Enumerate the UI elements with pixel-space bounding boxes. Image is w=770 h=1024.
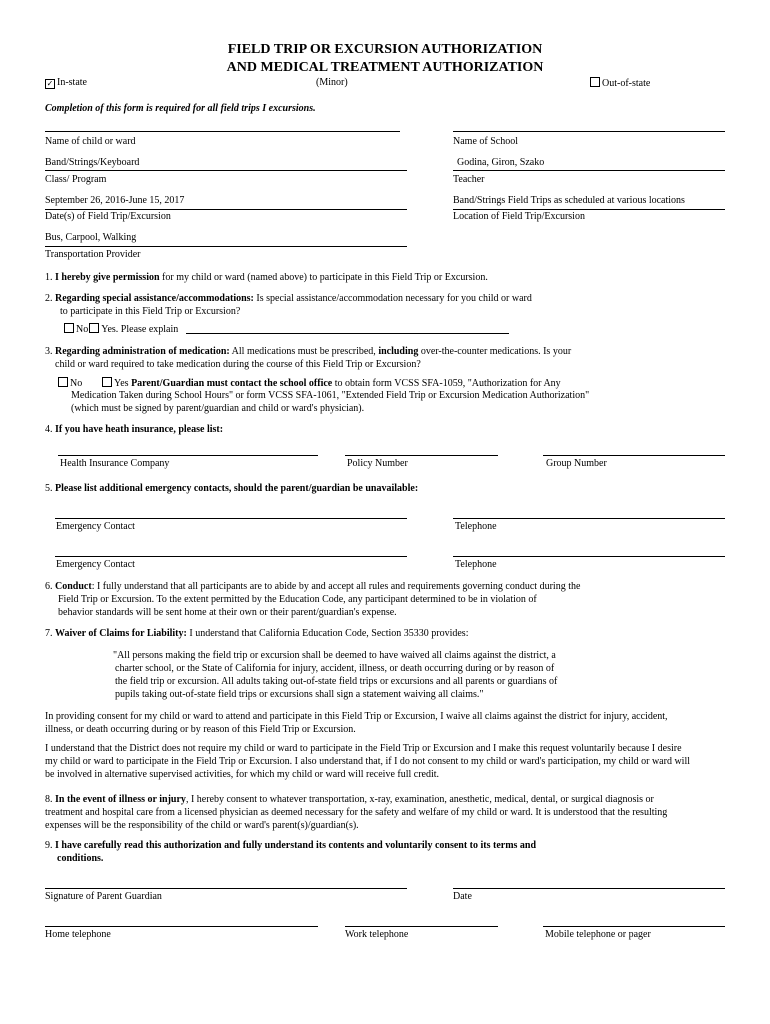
- section-8-number: 8.: [45, 794, 53, 805]
- school-name-field[interactable]: [453, 131, 725, 132]
- program-value[interactable]: Band/Strings/Keyboard: [45, 157, 140, 168]
- section-6: [45, 581, 580, 593]
- section-7-number: 7.: [45, 628, 53, 639]
- mobile-telephone-field[interactable]: [543, 926, 725, 927]
- voluntary-paragraph-line: my child or ward to participate in the Field Trip or Excursion. I also understand that, if I do not consent to my child or ward's participation, my child or ward will: [45, 756, 691, 767]
- program-label: Class/ Program: [45, 174, 107, 185]
- section-4-number: 4.: [45, 424, 53, 435]
- section-7: [45, 628, 468, 640]
- transport-field-line: [45, 246, 407, 247]
- medication-no-checkbox[interactable]: [58, 377, 68, 387]
- form-intro: Completion of this form is required for all field trips I excursions.: [45, 103, 316, 114]
- emergency-phone-1-field[interactable]: [453, 518, 725, 519]
- section-8-heading: In the event of illness or injury: [55, 794, 186, 805]
- section-6-number: 6.: [45, 581, 53, 592]
- section-2-text: Is special assistance/accommodation necessary for you child or ward: [253, 293, 532, 304]
- medication-contact-office: Parent/Guardian must contact the school office: [131, 378, 333, 389]
- insurance-company-field[interactable]: [58, 455, 318, 456]
- location-value[interactable]: Band/Strings Field Trips as scheduled at various locations: [453, 195, 685, 206]
- emergency-phone-2-label: Telephone: [455, 559, 497, 570]
- outofstate-checkbox[interactable]: [590, 77, 600, 87]
- section-4-heading: If you have heath insurance, please list:: [55, 424, 224, 435]
- dates-field-line: [45, 209, 407, 210]
- section-1-heading: I hereby give permission: [55, 272, 160, 283]
- section-1-number: 1.: [45, 272, 53, 283]
- group-number-field[interactable]: [543, 455, 725, 456]
- section-3-yes-option: [102, 377, 561, 390]
- section-6-text: : I fully understand that all participants are to abide by and accept all rules and requirements governing conduct during the: [91, 581, 581, 592]
- child-name-field[interactable]: [45, 131, 400, 132]
- work-telephone-field[interactable]: [345, 926, 498, 927]
- emergency-phone-1-label: Telephone: [455, 521, 497, 532]
- section-2-line2: to participate in this Field Trip or Excursion?: [60, 306, 241, 317]
- insurance-company-label: Health Insurance Company: [60, 458, 170, 469]
- minor-label: (Minor): [316, 77, 348, 88]
- section-3-no-option: [58, 377, 82, 390]
- section-3: [45, 346, 571, 358]
- section-3-including: including: [378, 346, 419, 357]
- teacher-value[interactable]: Godina, Giron, Szako: [457, 157, 545, 168]
- section-6-line3: behavior standards will be sent home at their own or their parent/guardian's expense.: [58, 607, 397, 618]
- consent-paragraph-line: illness, or death occurring during or by reason of this Field Trip or Excursion.: [45, 724, 356, 735]
- section-2-number: 2.: [45, 293, 53, 304]
- section-9-number: 9.: [45, 840, 53, 851]
- section-3-number: 3.: [45, 346, 53, 357]
- section-8: [45, 794, 654, 806]
- section-9-heading: I have carefully read this authorization and fully understand its contents and voluntarily consent to its terms and: [55, 840, 537, 851]
- date-label: Date: [453, 891, 472, 902]
- home-telephone-field[interactable]: [45, 926, 318, 927]
- outofstate-option[interactable]: [590, 77, 650, 90]
- voluntary-paragraph-line: I understand that the District does not require my child or ward to participate in the Field Trip or Excursion and I make this request voluntarily because I desire: [45, 743, 682, 754]
- waiver-quote-line: the field trip or excursion. All adults taking out-of-state field trips or excursions and all parents or guardians of: [115, 676, 558, 687]
- medication-no-label: No: [70, 378, 83, 389]
- accommodation-yes-label: Yes. Please explain: [101, 324, 179, 335]
- work-telephone-label: Work telephone: [345, 929, 409, 940]
- medication-yes-checkbox[interactable]: [102, 377, 112, 387]
- section-3-line4: Medication Taken during School Hours" or form VCSS SFA-1061, "Extended Field Trip or Excursion Medication Authorization": [71, 390, 590, 401]
- policy-number-label: Policy Number: [347, 458, 408, 469]
- signature-label: Signature of Parent Guardian: [45, 891, 162, 902]
- section-1: [45, 272, 488, 284]
- mobile-telephone-label: Mobile telephone or pager: [545, 929, 651, 940]
- teacher-label: Teacher: [453, 174, 485, 185]
- home-telephone-label: Home telephone: [45, 929, 111, 940]
- accommodation-no-checkbox[interactable]: [64, 323, 74, 333]
- section-2-heading: Regarding special assistance/accommodations:: [55, 293, 254, 304]
- instate-option[interactable]: [45, 77, 87, 89]
- location-label: Location of Field Trip/Excursion: [453, 211, 585, 222]
- waiver-quote-line: "All persons making the field trip or excursion shall be deemed to have waived all claims against the district, a: [113, 650, 556, 661]
- section-9-line2: conditions.: [57, 853, 104, 864]
- section-2-options: [64, 323, 178, 336]
- section-6-line2: Field Trip or Excursion. To the extent permitted by the Education Code, any participant determined to be in violation of: [58, 594, 537, 605]
- emergency-contact-2-field[interactable]: [55, 556, 407, 557]
- section-8-line2: treatment and hospital care from a licensed physician as deemed necessary for the safety and welfare of my child or ward. It is understood that the resulting: [45, 807, 668, 818]
- section-7-heading: Waiver of Claims for Liability:: [55, 628, 187, 639]
- instate-label: In-state: [57, 77, 87, 88]
- accommodation-yes-checkbox[interactable]: [89, 323, 99, 333]
- form-title-line2: AND MEDICAL TREATMENT AUTHORIZATION: [226, 60, 544, 75]
- transport-label: Transportation Provider: [45, 249, 141, 260]
- school-name-label: Name of School: [453, 136, 518, 147]
- section-5-heading: Please list additional emergency contacts, should the parent/guardian be unavailable:: [55, 483, 419, 494]
- section-5: [45, 483, 418, 495]
- section-8-line3: expenses will be the responsibility of the child or ward's parent(s)/guardian(s).: [45, 820, 359, 831]
- accommodation-no-label: No: [76, 324, 89, 335]
- policy-number-field[interactable]: [345, 455, 498, 456]
- signature-field[interactable]: [45, 888, 407, 889]
- form-title-line1: FIELD TRIP OR EXCURSION AUTHORIZATION: [227, 42, 543, 57]
- section-3-text-b: over-the-counter medications. Is your: [418, 346, 572, 357]
- location-field-line: [453, 209, 725, 210]
- emergency-contact-1-label: Emergency Contact: [56, 521, 135, 532]
- accommodation-explain-field[interactable]: [186, 333, 509, 334]
- section-3-line2: child or ward required to take medication during the course of this Field Trip or Excursion?: [55, 359, 421, 370]
- voluntary-paragraph-line: be involved in alternative supervised activities, for which my child or ward will receive full credit.: [45, 769, 440, 780]
- section-7-text: I understand that California Education Code, Section 35330 provides:: [186, 628, 469, 639]
- emergency-contact-1-field[interactable]: [55, 518, 407, 519]
- section-4: [45, 424, 223, 436]
- section-9: [45, 840, 536, 852]
- waiver-quote-line: charter school, or the State of California for injury, accident, illness, or death occurring during or by reason of: [115, 663, 555, 674]
- section-1-text: for my child or ward (named above) to participate in this Field Trip or Excursion.: [159, 272, 488, 283]
- emergency-contact-2-label: Emergency Contact: [56, 559, 135, 570]
- emergency-phone-2-field[interactable]: [453, 556, 725, 557]
- medication-yes-label: Yes: [114, 378, 132, 389]
- section-2: [45, 293, 532, 305]
- section-5-number: 5.: [45, 483, 53, 494]
- section-3-line5: (which must be signed by parent/guardian and child or ward's physician).: [71, 403, 365, 414]
- medication-yes-text: to obtain form VCSS SFA-1059, "Authorization for Any: [332, 378, 561, 389]
- section-6-heading: Conduct: [55, 581, 92, 592]
- instate-checkbox[interactable]: [45, 79, 55, 89]
- date-field[interactable]: [453, 888, 725, 889]
- waiver-quote-line: pupils taking out-of-state field trips or excursions shall sign a statement waiving all claims.": [115, 689, 484, 700]
- section-3-heading: Regarding administration of medication:: [55, 346, 230, 357]
- group-number-label: Group Number: [546, 458, 607, 469]
- outofstate-label: Out-of-state: [602, 78, 651, 89]
- dates-value[interactable]: September 26, 2016-June 15, 2017: [45, 195, 185, 206]
- child-name-label: Name of child or ward: [45, 136, 136, 147]
- section-8-text: , I hereby consent to whatever transportation, x-ray, examination, anesthetic, medical, dental, or surgical diagnosis or: [185, 794, 654, 805]
- section-3-text-a: All medications must be prescribed,: [229, 346, 379, 357]
- consent-paragraph-line: In providing consent for my child or ward to attend and participate in this Field Trip or Excursion, I waive all claims against the district for injury, accident,: [45, 711, 668, 722]
- teacher-field-line: [453, 170, 725, 171]
- dates-label: Date(s) of Field Trip/Excursion: [45, 211, 171, 222]
- transport-value[interactable]: Bus, Carpool, Walking: [45, 232, 137, 243]
- program-field-line: [45, 170, 407, 171]
